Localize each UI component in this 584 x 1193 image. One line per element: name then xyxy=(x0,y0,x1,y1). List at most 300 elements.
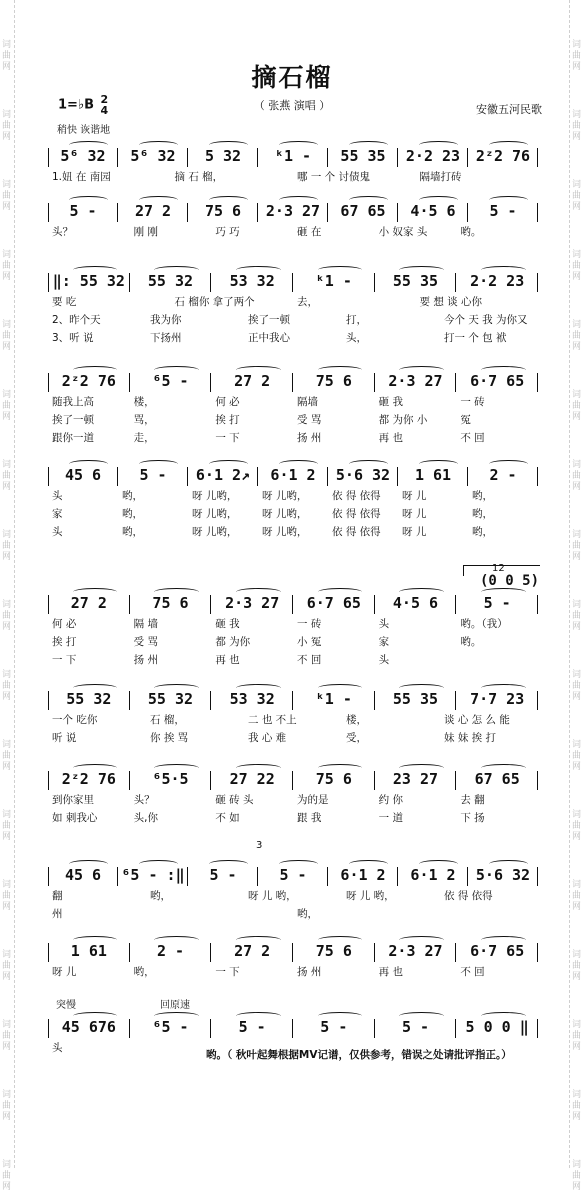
barline xyxy=(455,273,456,292)
lyrics-row xyxy=(48,394,548,412)
barline xyxy=(129,273,130,292)
barline xyxy=(397,867,398,886)
lyric-text: 小 冤 xyxy=(297,636,322,648)
slur xyxy=(399,1012,444,1020)
lyric-text: 不 如 xyxy=(215,812,240,824)
lyrics-row xyxy=(48,224,548,242)
lyric-text: 呀 儿哟， xyxy=(192,526,238,538)
measure: 27 22 xyxy=(229,770,275,788)
lyric-text: 冤 xyxy=(460,414,471,426)
lyric-text: 依 得 依得 xyxy=(444,890,493,902)
lyric-text: 我为你 xyxy=(150,314,182,326)
measure: 6·1 2↗ xyxy=(195,466,251,484)
notes-row xyxy=(48,594,548,616)
measure: 6·7 65 xyxy=(470,942,525,960)
barline xyxy=(129,691,130,710)
lyric-text: 一 道 xyxy=(378,812,403,824)
barline xyxy=(210,691,211,710)
measure: 23 27 xyxy=(392,770,439,788)
slur xyxy=(399,936,444,944)
barline xyxy=(48,148,49,167)
slur xyxy=(489,196,528,204)
slur xyxy=(481,588,526,596)
lyric-text: 跟 我 xyxy=(297,812,322,824)
notes-row xyxy=(48,272,548,294)
slur xyxy=(154,266,199,274)
measure: 45 6 xyxy=(64,466,102,484)
watermark-text: 词 曲 网 xyxy=(2,880,12,912)
slur xyxy=(419,860,458,868)
barline xyxy=(257,203,258,222)
score-system xyxy=(48,372,548,448)
score-system xyxy=(48,690,548,748)
tempo-return: 回原速 xyxy=(160,1000,190,1011)
barline xyxy=(537,203,538,222)
slur xyxy=(73,366,118,374)
lyric-text: 我 心 难 xyxy=(248,732,287,744)
slur xyxy=(399,764,444,772)
slur xyxy=(139,860,178,868)
song-source: 安徽五河民歌 xyxy=(476,103,542,116)
slur xyxy=(481,684,526,692)
lyric-text: 一 下 xyxy=(215,966,240,978)
measure: 75 6 xyxy=(315,942,352,960)
measure: 6·7 65 xyxy=(470,372,525,390)
measure: ⁶5·5 xyxy=(152,770,189,788)
slur xyxy=(279,141,318,149)
measure: 45 6 xyxy=(64,866,102,884)
watermark-text: 词 曲 网 xyxy=(2,40,12,72)
lyric-text: 呀 儿 哟， xyxy=(248,890,297,902)
lyric-text: 打， xyxy=(346,314,367,326)
slur xyxy=(318,936,363,944)
slur xyxy=(236,588,281,596)
lyric-text: 依 得 依得 xyxy=(332,526,381,538)
barline xyxy=(117,867,118,886)
slur xyxy=(419,141,458,149)
measure: 7·7 23 xyxy=(470,690,525,708)
watermark-text: 词 曲 网 xyxy=(572,1090,582,1122)
lyric-text: 呀 儿哟， xyxy=(192,490,238,502)
lyrics-row xyxy=(48,652,548,670)
lyric-text: 家 xyxy=(378,636,390,648)
slur xyxy=(154,1012,199,1020)
measure: 2ᶻ2 76 xyxy=(475,147,531,165)
lyric-text: 哟， xyxy=(297,908,318,920)
measure: 5·6 32 xyxy=(475,866,531,884)
barline xyxy=(257,148,258,167)
watermark-text: 词 曲 网 xyxy=(2,950,12,982)
time-top: 2 xyxy=(100,93,109,106)
lyric-text: 隔墙 xyxy=(297,396,318,408)
measure: ⁶5 - xyxy=(152,372,189,390)
lyric-text: 挨了一顿 xyxy=(248,314,290,326)
barline xyxy=(210,273,211,292)
lyric-text: 哟， xyxy=(150,890,171,902)
lyrics-row xyxy=(48,412,548,430)
lyrics-row xyxy=(48,169,548,187)
measure: 27 2 xyxy=(70,594,107,612)
lyrics-row xyxy=(48,330,548,348)
lyrics-row xyxy=(48,792,548,810)
lyric-text: 去 翻 xyxy=(460,794,485,806)
lyric-text: 小 奴家 头 xyxy=(378,226,428,238)
barline xyxy=(129,1019,130,1038)
watermark-text: 词 曲 网 xyxy=(2,740,12,772)
lyric-text: 谈 心 怎 么 能 xyxy=(444,714,510,726)
score-system xyxy=(48,466,548,542)
measure: 5 - xyxy=(209,866,237,884)
barline xyxy=(467,867,468,886)
lyric-text: 巧 巧 xyxy=(215,226,240,238)
barline xyxy=(129,771,130,790)
measure: 45 676 xyxy=(61,1018,116,1036)
barline xyxy=(537,691,538,710)
barline xyxy=(467,148,468,167)
slur xyxy=(489,141,528,149)
barline xyxy=(187,867,188,886)
measure: 5 - xyxy=(320,1018,348,1036)
barline xyxy=(467,203,468,222)
lyric-text: 隔 墙 xyxy=(133,618,158,630)
barline xyxy=(48,771,49,790)
barline xyxy=(48,1019,49,1038)
lyric-text: 哟， xyxy=(472,526,493,538)
barline xyxy=(455,771,456,790)
measure: 1 61 xyxy=(70,942,107,960)
barline xyxy=(48,943,49,962)
lyric-text: 打一 个 包 袱 xyxy=(444,332,507,344)
lyric-text: 跟你一道 xyxy=(52,432,94,444)
lyric-text: 头？ xyxy=(52,226,73,238)
notes-row xyxy=(48,770,548,792)
barline xyxy=(374,373,375,392)
measure: 2·2 23 xyxy=(405,147,461,165)
watermark-text: 词 曲 网 xyxy=(2,670,12,702)
lyrics-row xyxy=(48,294,548,312)
measure: 53 32 xyxy=(229,272,275,290)
measure: 55 32 xyxy=(147,272,194,290)
lyric-text: 为的是 xyxy=(297,794,329,806)
lyric-text: 不 回 xyxy=(297,654,322,666)
notes-row xyxy=(48,866,548,888)
score-system xyxy=(48,272,548,348)
barline xyxy=(210,771,211,790)
lyric-text: 扬 州 xyxy=(297,966,322,978)
lyric-text: 呀 儿哟， xyxy=(262,526,308,538)
lyric-text: 哟， xyxy=(133,966,155,978)
slur xyxy=(209,860,248,868)
barline xyxy=(292,595,293,614)
measure: 2 - xyxy=(489,466,517,484)
measure: 75 6 xyxy=(204,202,242,220)
measure: 67 65 xyxy=(340,202,386,220)
slur xyxy=(349,196,388,204)
barline xyxy=(397,148,398,167)
slur xyxy=(73,684,118,692)
slur xyxy=(154,588,199,596)
barline xyxy=(537,273,538,292)
lyric-text: 扬 州 xyxy=(133,654,158,666)
lyric-text: 一 砖 xyxy=(297,618,322,630)
barline xyxy=(48,867,49,886)
slur xyxy=(154,684,199,692)
lyric-text: 头 xyxy=(52,526,63,538)
lyric-text: 一 下 xyxy=(52,654,77,666)
notes-row xyxy=(48,147,548,169)
measure: 5 - xyxy=(489,202,517,220)
slur xyxy=(139,460,178,468)
slur xyxy=(154,366,199,374)
measure: 2ᶻ2 76 xyxy=(61,770,116,788)
barline xyxy=(48,373,49,392)
slur xyxy=(481,1012,526,1020)
lyric-text: 不 回 xyxy=(460,966,485,978)
barline xyxy=(187,203,188,222)
lyric-text: 砸 我 xyxy=(378,396,403,408)
lyric-text: 哟， xyxy=(472,508,493,520)
slur xyxy=(419,196,458,204)
lyric-text: 呀 儿 xyxy=(402,508,427,520)
slur xyxy=(318,266,363,274)
lyrics-row xyxy=(48,506,548,524)
lyric-text: 州 xyxy=(52,908,63,920)
time-signature xyxy=(101,94,109,116)
lyric-text: 听 说 xyxy=(52,732,77,744)
lyric-text: 楼， xyxy=(133,396,155,408)
measure: ᵏ1 - xyxy=(315,272,352,290)
slur xyxy=(209,460,248,468)
watermark-strip-right xyxy=(569,0,584,1192)
measure: 2·3 27 xyxy=(225,594,280,612)
lyrics-row xyxy=(48,906,548,924)
measure: 6·7 65 xyxy=(306,594,361,612)
lyric-text: 呀 儿 xyxy=(402,490,427,502)
lyric-text: 如 刺我心 xyxy=(52,812,98,824)
lyric-text: 都 为你 xyxy=(215,636,251,648)
lyric-text: 受 骂 xyxy=(297,414,322,426)
barline xyxy=(374,943,375,962)
watermark-text: 词 曲 网 xyxy=(572,1020,582,1052)
barline xyxy=(210,595,211,614)
measure: 2·3 27 xyxy=(265,202,321,220)
watermark-text: 词 曲 网 xyxy=(2,810,12,842)
tempo-marking: 稍快 诙谐地 xyxy=(57,125,111,136)
lyric-text: 一 砖 xyxy=(460,396,485,408)
lyric-text: 哟。（我） xyxy=(460,618,508,630)
measure: 2·3 27 xyxy=(388,942,443,960)
barline xyxy=(467,467,468,486)
lyric-text: 哟， xyxy=(122,490,143,502)
lyric-text: 摘 石 榴， xyxy=(174,171,224,183)
lyric-text: 去， xyxy=(297,296,318,308)
lyric-text: 头 xyxy=(378,618,390,630)
slur xyxy=(73,764,118,772)
lyric-text: 受， xyxy=(346,732,367,744)
watermark-text: 词 曲 网 xyxy=(572,810,582,842)
lyric-text: 哟， xyxy=(122,526,143,538)
slur xyxy=(489,460,528,468)
lyric-text: 随我上高 xyxy=(52,396,94,408)
lyric-text: 骂， xyxy=(133,414,155,426)
lyric-text: 呀 儿 xyxy=(402,526,427,538)
lyric-text: 砸 在 xyxy=(297,226,322,238)
measure: 5⁶ 32 xyxy=(130,147,176,165)
measure: ᵏ1 - xyxy=(274,147,312,165)
barline xyxy=(537,867,538,886)
slur xyxy=(69,141,108,149)
pickup-notes: (0 0 5) xyxy=(480,573,540,589)
lyric-text: 哪 一 个 讨债鬼 xyxy=(297,171,371,183)
lyric-text: 砸 砖 头 xyxy=(215,794,254,806)
lyric-text: 不 回 xyxy=(460,432,485,444)
slur xyxy=(236,684,281,692)
barline xyxy=(327,148,328,167)
score-system xyxy=(48,594,548,670)
watermark-text: 词 曲 网 xyxy=(572,180,582,212)
barline xyxy=(257,867,258,886)
measure: 55 35 xyxy=(392,272,439,290)
watermark-text: 词 曲 网 xyxy=(2,250,12,282)
lyric-text: 呀 儿哟， xyxy=(262,490,308,502)
lyric-text: 挨 打 xyxy=(215,414,240,426)
lyric-text: 哟。 xyxy=(460,636,482,648)
lyric-text: 再 也 xyxy=(378,966,403,978)
barline xyxy=(292,373,293,392)
slur xyxy=(318,366,363,374)
lyrics-row xyxy=(48,488,548,506)
barline xyxy=(455,1019,456,1038)
barline xyxy=(129,595,130,614)
measure: 27 2 xyxy=(234,942,271,960)
lyric-text: 石 榴， xyxy=(150,714,185,726)
score-system xyxy=(48,866,548,924)
barline xyxy=(210,943,211,962)
measure: 5 32 xyxy=(204,147,242,165)
slur xyxy=(318,764,363,772)
lyric-text: 一个 吃你 xyxy=(52,714,98,726)
slur xyxy=(279,860,318,868)
watermark-text: 词 曲 网 xyxy=(2,1090,12,1122)
key-signature xyxy=(58,94,108,116)
measure: 5 - xyxy=(401,1018,430,1036)
slur xyxy=(419,460,458,468)
lyric-text: 翻 xyxy=(52,890,63,902)
slur xyxy=(73,936,118,944)
measure: 5 - xyxy=(279,866,307,884)
lyric-text: 头,你 xyxy=(133,812,158,824)
watermark-text: 词 曲 网 xyxy=(2,1160,12,1192)
watermark-text: 词 曲 网 xyxy=(572,250,582,282)
lyric-text: 下扬州 xyxy=(150,332,182,344)
measure: 55 35 xyxy=(392,690,439,708)
slur xyxy=(69,460,108,468)
measure: ⁶5 - :‖ xyxy=(121,866,185,884)
slur xyxy=(399,266,444,274)
slur xyxy=(209,196,248,204)
slur xyxy=(349,860,388,868)
watermark-text: 词 曲 网 xyxy=(2,320,12,352)
lyric-text: 挨了一顿 xyxy=(52,414,94,426)
barline xyxy=(374,595,375,614)
measure: 5⁶ 32 xyxy=(60,147,106,165)
barline xyxy=(327,203,328,222)
lyric-text: 隔墙打砖 xyxy=(419,171,462,183)
notes-row xyxy=(48,202,548,224)
lyric-text: 你 挨 骂 xyxy=(150,732,189,744)
lyric-text: 何 必 xyxy=(52,618,77,630)
barline xyxy=(397,203,398,222)
lyric-text: 楼， xyxy=(346,714,367,726)
barline xyxy=(117,467,118,486)
measure: 4·5 6 xyxy=(392,594,439,612)
barline xyxy=(117,203,118,222)
barline xyxy=(327,467,328,486)
lyric-text: 到你家里 xyxy=(52,794,94,806)
barline xyxy=(292,1019,293,1038)
measure: 5 0 0 ‖ xyxy=(465,1018,529,1036)
measure: ᵏ1 - xyxy=(315,690,352,708)
barline xyxy=(48,691,49,710)
measure: 55 32 xyxy=(147,690,194,708)
measure: 53 32 xyxy=(229,690,275,708)
lyric-text: 呀 儿 xyxy=(52,966,77,978)
measure: ‖: 55 32 xyxy=(52,272,125,290)
notes-row xyxy=(48,690,548,712)
lyric-text: 要 想 谈 心你 xyxy=(419,296,483,308)
measure: 75 6 xyxy=(315,770,352,788)
barline xyxy=(537,467,538,486)
slur xyxy=(399,366,444,374)
lyric-text: 哟， xyxy=(472,490,493,502)
watermark-text: 词 曲 网 xyxy=(572,110,582,142)
barline xyxy=(374,273,375,292)
measure: 4·5 6 xyxy=(410,202,456,220)
slur xyxy=(489,860,528,868)
watermark-text: 词 曲 网 xyxy=(572,740,582,772)
watermark-text: 词 曲 网 xyxy=(572,40,582,72)
measure: 6·1 2 xyxy=(410,866,456,884)
lyric-text: 2、昨个天 xyxy=(52,314,101,326)
barline xyxy=(187,467,188,486)
key-label: 1=♭B xyxy=(58,97,94,113)
lyric-text: 呀 儿哟， xyxy=(192,508,238,520)
watermark-text: 词 曲 网 xyxy=(2,390,12,422)
watermark-text: 词 曲 网 xyxy=(2,1020,12,1052)
lyrics-row xyxy=(48,524,548,542)
lyric-text: 下 扬 xyxy=(460,812,485,824)
barline xyxy=(374,771,375,790)
lyric-text: 刚 刚 xyxy=(133,226,158,238)
lyrics-row xyxy=(48,634,548,652)
measure: 2·2 23 xyxy=(470,272,525,290)
watermark-strip-left xyxy=(0,0,15,1192)
lyric-text: 石 榴你 拿了两个 xyxy=(174,296,255,308)
watermark-text: 词 曲 网 xyxy=(572,670,582,702)
slur xyxy=(139,141,178,149)
measure: 6·1 2 xyxy=(340,866,386,884)
watermark-text: 词 曲 网 xyxy=(572,1160,582,1192)
watermark-text: 词 曲 网 xyxy=(572,880,582,912)
barline xyxy=(537,373,538,392)
slur xyxy=(73,1012,118,1020)
slur xyxy=(73,266,118,274)
lyric-text: 依 得 依得 xyxy=(332,508,381,520)
barline xyxy=(48,203,49,222)
slur xyxy=(318,1012,363,1020)
measure: 75 6 xyxy=(315,372,352,390)
barline xyxy=(455,691,456,710)
